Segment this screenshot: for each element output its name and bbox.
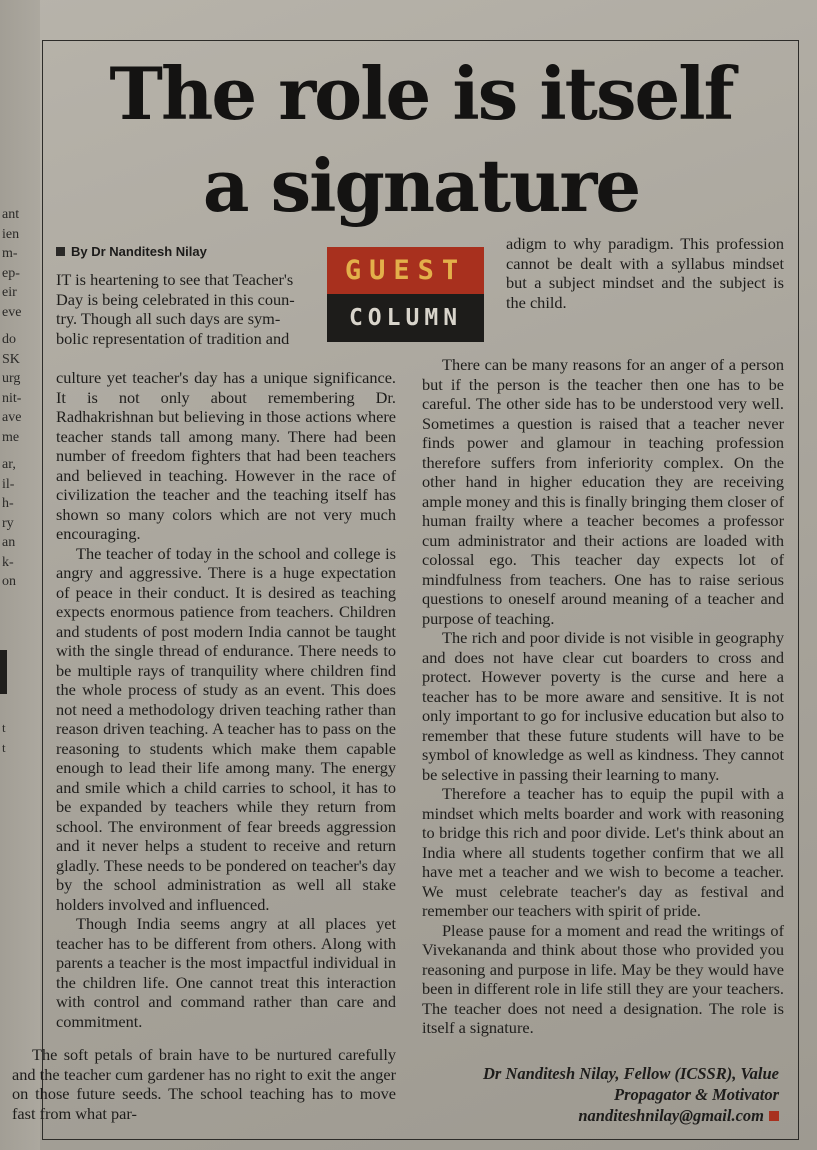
paragraph: There can be many reasons for an anger of a person but if the person is the teacher then one has to be careful. The other side has to be understood very well. Sometimes a question is raised that a teacher never finds power and glamour in teaching profession therefore suffers from inferiority complex. On the other hand in higher education they are receiving ample money and this is finally bringing them closer of human frailty where a teacher becomes a professor cum administrator and their actions are loaded with colossal ego. This teacher day expects lot of mindfulness from teachers. One has to raise serious questions to oneself around meaning of a teacher and purpose of teaching. <box>422 355 784 628</box>
signature-line-1: Dr Nanditesh Nilay, Fellow (ICSSR), Value <box>483 1064 779 1083</box>
article-left-column <box>56 368 396 1031</box>
article-right-column <box>422 355 784 1038</box>
article-intro-lines <box>56 270 323 348</box>
adjacent-column-fragments-lower: t t <box>2 720 6 755</box>
badge-column: COLUMN <box>327 294 484 342</box>
article-left-column-bottom <box>12 1045 396 1123</box>
signature-line-2: Propagator & Motivator <box>613 1085 779 1104</box>
intro-line: try. Though all such days are sym- <box>56 309 281 328</box>
article-right-column-top <box>506 234 784 312</box>
paragraph: Please pause for a moment and read the writings of Vivekananda and think about those who provided you reasoning and purpose in life. May be they would have been in different role in life still they are your teachers. The teacher does not need a designation. The role is itself a signature. <box>422 920 784 1037</box>
paragraph: adigm to why paradigm. This profession cannot be dealt with a syllabus mindset but a subject mindset and the subject is the child. <box>506 234 784 312</box>
headline <box>46 48 796 232</box>
end-mark-icon <box>769 1111 779 1121</box>
guest-column-badge <box>327 247 484 342</box>
intro-line: bolic representation of tradition and <box>56 328 290 348</box>
paragraph: culture yet teacher's day has a unique significance. It is not only about remembering Dr. Radhakrishnan but believing in those actions where teacher stands tall among many. There had been number of freedom fighters that had been teachers and believed in teaching. However in the race of civilization the teacher and the teaching itself has shown so many colors which are not very much encouraging. <box>56 368 396 543</box>
paragraph: The teacher of today in the school and college is angry and aggressive. There is a huge expectation of peace in their conduct. It is desired as teaching expects enormous patience from teachers. Children and students of post modern India cannot be taught with the single thread of endurance. There needs to be multiple rays of tranquility where children find the whole process of study as an event. This does not need a methodology driven teaching rather than reason driven teaching. A teacher has to pass on the reasoning to students which make them capable enough to lead their life among many. The energy and smile which a child carries to school, it has to be expanded by teachers while they return from school. The environment of fear breeds aggression and it never helps a student to receive and return gladly. These needs to be pondered on teacher's day by the school administration as well all stake holders involved and influenced. <box>56 543 396 914</box>
paragraph: The soft petals of brain have to be nurtured carefully and the teacher cum gardener has no right to exit the anger on those future seeds. The school teaching has to move fast from what par- <box>12 1045 396 1123</box>
paragraph: Therefore a teacher has to equip the pupil with a mindset which melts boarder and work with reasoning to bridge this rich and poor divide. Let's think about an India where all students together confirm that we all have met a teacher and we wish to become a teacher. We must celebrate teacher's day as festival and remember our teachers with spirit of pride. <box>422 784 784 920</box>
adjacent-column-rule <box>0 650 7 694</box>
adjacent-column-fragments: ant ien m- ep- eir eve do SK urg nit- ave me ar, il- h- ry an k- on <box>2 207 22 589</box>
author-email: nanditeshnilay@gmail.com <box>578 1106 764 1125</box>
headline-line-1: The role is itself <box>109 51 733 136</box>
byline-square-icon <box>56 247 65 256</box>
badge-guest: GUEST <box>327 247 484 294</box>
paragraph: The rich and poor divide is not visible in geography and does not have clear cut boarders to cross and protect. However poverty is the curse and here a teacher has to be more aware and sensitive. It is not only important to go for inclusive education but also to remember that these future students will have to be symbol of knowledge as well as kindness. They cannot be selective in passing their learning to many. <box>422 628 784 784</box>
headline-line-2: a signature <box>202 143 640 228</box>
byline-text: By Dr Nanditesh Nilay <box>71 244 207 259</box>
author-signature <box>419 1063 779 1126</box>
intro-line: IT is heartening to see that Teacher's <box>56 270 294 289</box>
byline <box>56 244 207 259</box>
intro-line: Day is being celebrated in this coun- <box>56 289 295 309</box>
paragraph: Though India seems angry at all places yet teacher has to be different from others. Along with parents a teacher is the most impactful individual in the children life. One cannot treat this interaction with control and command rather than care and commitment. <box>56 914 396 1031</box>
